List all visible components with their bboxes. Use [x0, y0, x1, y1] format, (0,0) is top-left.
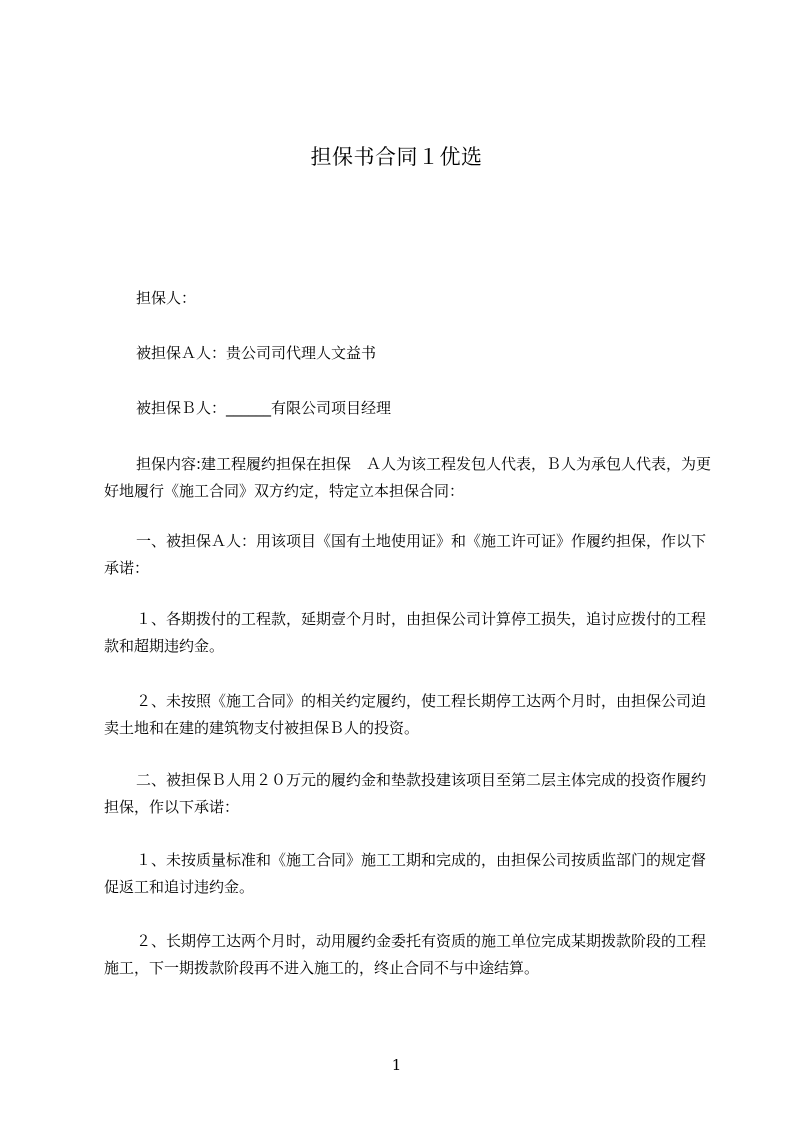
document-title: 担保书合同１优选	[310, 145, 483, 169]
guaranteed-party-b-line: 被担保Ｂ人：______有限公司项目经理	[136, 399, 392, 417]
section-one-item-1: １、各期拨付的工程款，延期壹个月时，由担保公司计算停工损失，追讨应拨付的工程款和超期违约金。	[104, 610, 707, 655]
section-one-paragraph: 一、被担保Ａ人：用该项目《国有土地使用证》和《施工许可证》作履约担保，作以下承诺：	[104, 532, 707, 577]
section-two-item-2: ２、长期停工达两个月时，动用履约金委托有资质的施工单位完成某期拨款阶段的工程施工，下一期拨款阶段再不进入施工的，终止合同不与中途结算。	[104, 932, 707, 977]
section-two-paragraph: 二、被担保Ｂ人用２０万元的履约金和垫款投建该项目至第二层主体完成的投资作履约担保，作以下承诺：	[104, 771, 707, 816]
section-one-item-2: ２、未按照《施工合同》的相关约定履约，使工程长期停工达两个月时，由担保公司迫卖土地和在建的建筑物支付被担保Ｂ人的投资。	[104, 692, 707, 737]
guarantee-content-paragraph: 担保内容:建工程履约担保在担保 Ａ人为该工程发包人代表，Ｂ人为承包人代表，为更好地履行《施工合同》双方约定，特定立本担保合同：	[104, 455, 712, 500]
page-number: 1	[391, 1056, 402, 1074]
section-two-item-1: １、未按质量标准和《施工合同》施工工期和完成的，由担保公司按质监部门的规定督促返工和追讨违约金。	[104, 851, 707, 896]
guaranteed-party-a-line: 被担保Ａ人：贵公司司代理人文益书	[136, 344, 377, 362]
guarantor-line: 担保人：	[136, 289, 197, 307]
